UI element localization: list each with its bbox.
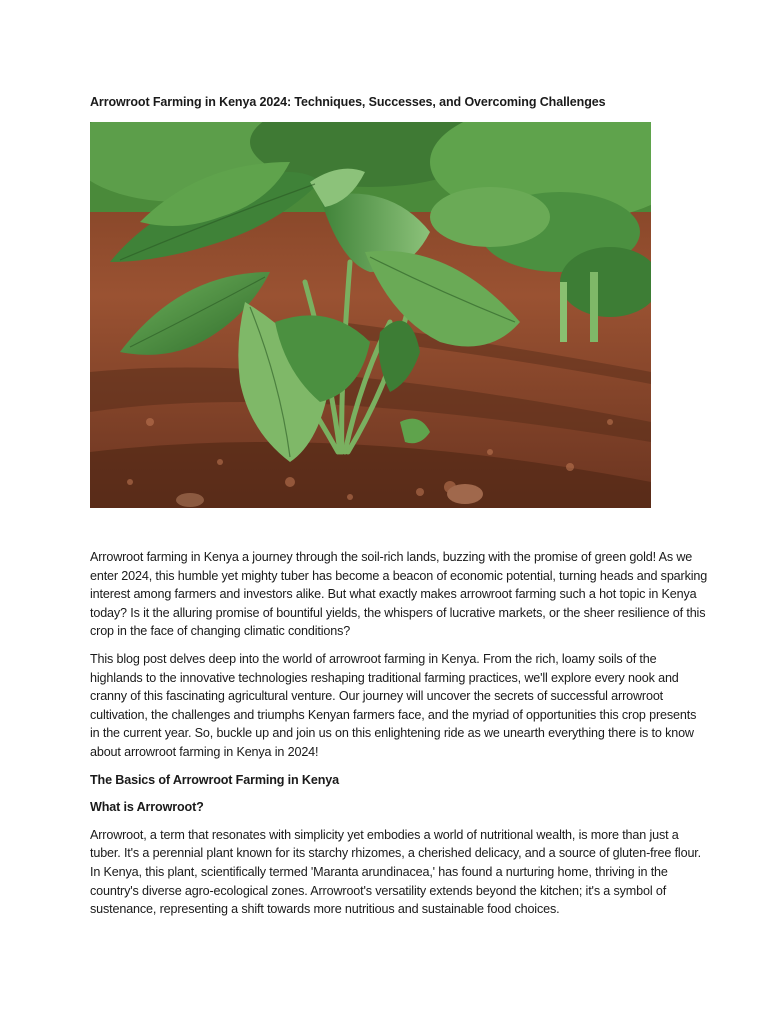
article-body	[90, 548, 708, 928]
arrowroot-plants-icon	[90, 122, 651, 508]
section-heading-basics: The Basics of Arrowroot Farming in Kenya	[90, 772, 339, 787]
paragraph-what-is: Arrowroot, a term that resonates with simplicity yet embodies a world of nutritional wealth, is more than just a tuber. It's a perennial plant known for its starchy rhizomes, a cherished delicacy, and a source of gluten-free flour. In Kenya, this plant, scientifically termed 'Maranta arundinacea,' has found a nurturing home, thriving in the country's diverse agro-ecological zones. Arrowroot's versatility extends beyond the kitchen; it's a symbol of sustenance, representing a shift towards more nutritious and sustainable food choices.	[90, 827, 701, 917]
document-title: Arrowroot Farming in Kenya 2024: Techniques, Successes, and Overcoming Challenges	[90, 95, 606, 109]
paragraph-intro: Arrowroot farming in Kenya a journey through the soil-rich lands, buzzing with the promise of green gold! As we enter 2024, this humble yet mighty tuber has become a beacon of economic potential, turning heads and sparking interest among farmers and investors alike. But what exactly makes arrowroot farming such a hot topic in Kenya today? Is it the alluring promise of bountiful yields, the whispers of lucrative markets, or the sheer resilience of this crop in the face of changing climatic conditions?	[90, 550, 708, 639]
paragraph-overview: This blog post delves deep into the world of arrowroot farming in Kenya. From the rich, loamy soils of the highlands to the innovative technologies reshaping traditional farming practices, we'll explore every nook and cranny of this fascinating agricultural venture. Our journey will uncover the secrets of successful arrowroot cultivation, the challenges and triumphs Kenyan farmers face, and the myriad of opportunities this crop presents in the current year. So, buckle up and join us on this enlightening ride as we unearth everything there is to know about arrowroot farming in Kenya in 2024!	[90, 651, 697, 759]
subsection-heading-what-is: What is Arrowroot?	[90, 800, 204, 815]
arrowroot-photo	[90, 122, 651, 508]
